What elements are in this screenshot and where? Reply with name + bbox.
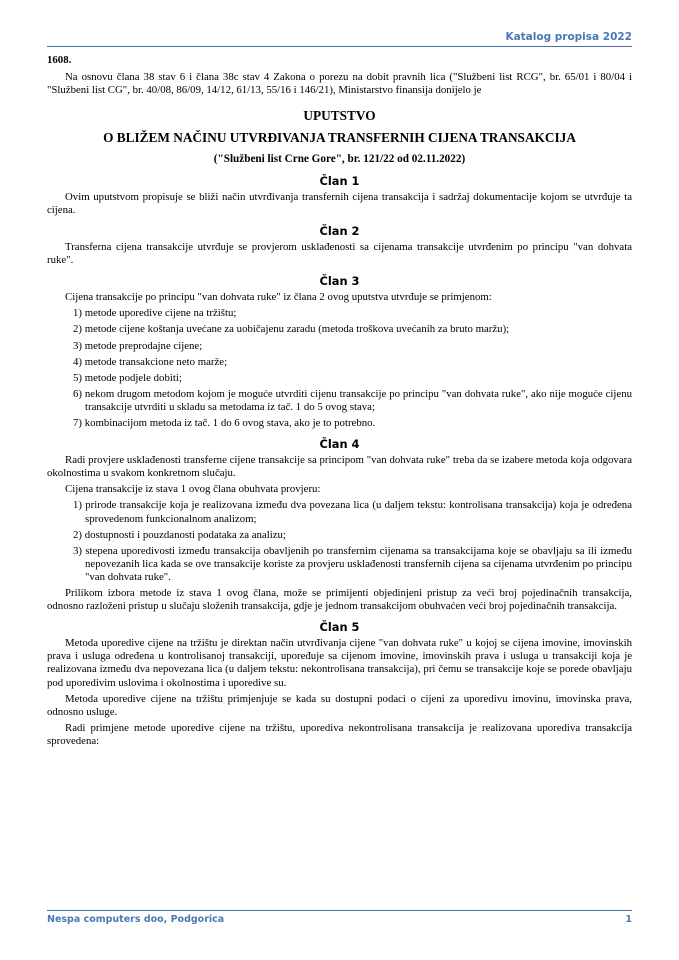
- list-item: 5) metode podjele dobiti;: [73, 371, 182, 384]
- catalog-title: Katalog propisa 2022: [505, 31, 632, 43]
- article-paragraph: Radi primjene metode uporedive cijene na tržištu, uporediva nekontrolisana transakcija je realizovana uporediva transakcija sprovedena:: [47, 721, 632, 747]
- publisher-name: Nespa computers doo, Podgorica: [47, 914, 225, 925]
- article-heading: Član 1: [319, 173, 360, 188]
- list-item: 6) nekom drugom metodom kojom je moguće utvrditi cijenu transakcije po principu "van dohvata ruke", ako nije moguće cijenu transakcije utvrditi u skladu sa metodama iz tač. 1 do 5 ovog stava;: [73, 387, 632, 413]
- article-heading: Član 2: [319, 223, 360, 238]
- article-heading: Član 4: [319, 437, 360, 452]
- list-item: 3) stepena uporedivosti između transakcija obavljenih po transfernim cijenama sa transakcijama koje se obavljaju sa ili između nepovezanih lica kada se ove transakcije koriste za provjeru usklađenosti transfernih cijena sa cijenama utvrđenim po principu "van dohvata ruke".: [73, 544, 632, 583]
- article-paragraph: Metoda uporedive cijene na tržištu primjenjuje se kada su dostupni podaci o cijeni za uporedivu imovinu, imovinska prava, odnosno usluge.: [47, 692, 632, 718]
- article-paragraph: Cijena transakcije po principu "van dohvata ruke" iz člana 2 ovog uputstva utvrđuje se primjenom:: [65, 291, 492, 304]
- list-item: 2) dostupnosti i pouzdanosti podataka za analizu;: [73, 528, 286, 541]
- document-title: UPUTSTVO: [303, 108, 376, 124]
- article-paragraph: Metoda uporedive cijene na tržištu je direktan način utvrđivanja cijene "van dohvata ruke" u kojoj se cijena imovine, imovinskih prava i usluga određena u kontrolisanoj transakciji, upoređuje sa cijenom imovine, imovinskih prava i usluga u transakciji koja je realizovana između dva nepovezana lica (u daljem tekstu: nekontrolisana transakcija), pri čemu se transakcije koje se porede obavljaju pod uporedivim uslovima i okolnostima i uporedive su.: [47, 637, 632, 689]
- article-paragraph: Cijena transakcije iz stava 1 ovog člana obuhvata provjeru:: [65, 483, 321, 496]
- article-paragraph: Transferna cijena transakcije utvrđuje se provjerom usklađenosti sa cijenama transakcije utvrđenim po principu "van dohvata ruke".: [47, 240, 632, 267]
- list-item: 7) kombinacijom metoda iz tač. 1 do 6 ovog stava, ako je to potrebno.: [73, 416, 376, 429]
- list-item: 2) metode cijene koštanja uvećane za uobičajenu zaradu (metoda troškova uvećanih za bruto maržu);: [73, 323, 510, 336]
- page-footer: [47, 910, 632, 927]
- article-paragraph: Prilikom izbora metode iz stava 1 ovog člana, može se primijenti objedinjeni pristup za veći broj pojedinačnih transakcija, odnosno razloženi pristup u slučaju složenih transakcija, gdje je jednom transakcijom obuhvaćen veći broj pojedinačnih transakcija.: [47, 587, 632, 613]
- article-paragraph: Radi provjere usklađenosti transferne cijene transakcije sa principom "van dohvata ruke" treba da se izabere metoda koja odgovara okolnostima u svakom konkretnom slučaju.: [47, 454, 632, 480]
- document-number: 1608.: [47, 54, 72, 66]
- page-number: 1: [625, 914, 632, 925]
- document-subtitle: O BLIŽEM NAČINU UTVRĐIVANJA TRANSFERNIH CIJENA TRANSAKCIJA: [103, 130, 576, 146]
- article-heading: Član 5: [319, 620, 360, 635]
- page-header: [47, 30, 632, 47]
- preamble: Na osnovu člana 38 stav 6 i člana 38c stav 4 Zakona o porezu na dobit pravnih lica ("Službeni list RCG", br. 65/01 i 80/04 i "Službeni list CG", br. 40/08, 86/09, 14/12, 61/13, 55/16 i 146/21), Ministarstvo finansija donijelo je: [47, 71, 632, 97]
- list-item: 1) prirode transakcije koja je realizovana između dva povezana lica (u daljem tekstu: kontrolisana transakcija) koja je određena sprovedenom funkcionalnom analizom;: [73, 499, 632, 525]
- article-heading: Član 3: [319, 274, 360, 289]
- list-item: 1) metode uporedive cijene na tržištu;: [73, 307, 237, 320]
- article-paragraph: Ovim uputstvom propisuje se bliži način utvrđivanja transfernih cijena transakcija i sadržaj dokumentacije kojom se utvrđuje ta cijena.: [47, 190, 632, 216]
- list-item: 3) metode preprodajne cijene;: [73, 339, 203, 352]
- gazette-reference: ("Službeni list Crne Gore", br. 121/22 od 02.11.2022): [213, 153, 466, 166]
- document-body: [47, 52, 632, 751]
- list-item: 4) metode transakcione neto marže;: [73, 355, 228, 368]
